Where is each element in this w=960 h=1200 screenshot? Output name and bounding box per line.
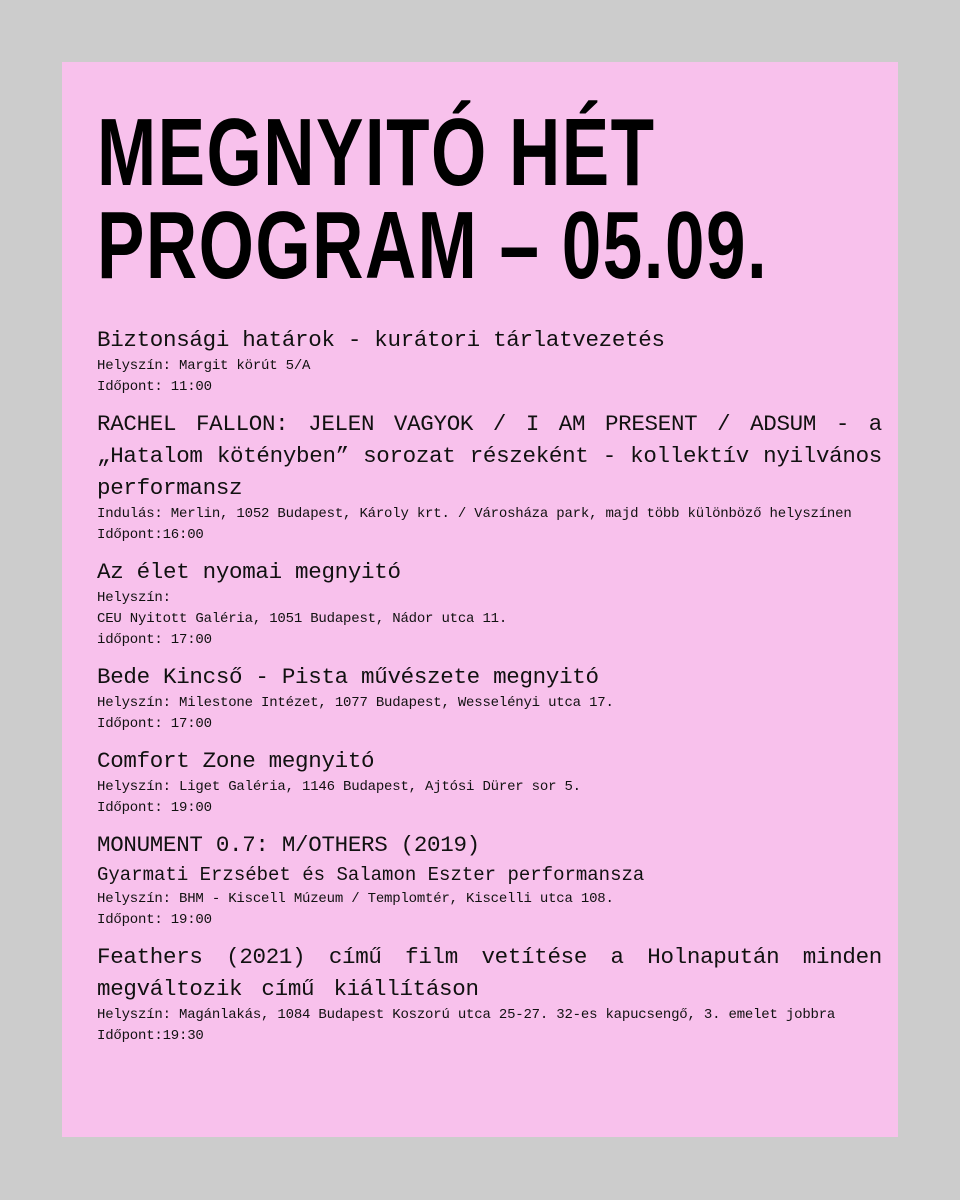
event-time: Időpont:16:00 xyxy=(97,527,204,543)
event-location: Helyszín: BHM - Kiscell Múzeum / Templomtér, Kiscelli utca 108. xyxy=(97,891,614,907)
event-time: Időpont: 17:00 xyxy=(97,716,212,732)
event-time: időpont: 17:00 xyxy=(97,632,212,648)
poster-panel xyxy=(62,62,898,1137)
event-time: Időpont: 19:00 xyxy=(97,800,212,816)
event-item xyxy=(97,408,882,546)
event-time: Időpont:19:30 xyxy=(97,1028,204,1044)
event-item xyxy=(97,829,882,931)
event-title: Biztonsági határok - kurátori tárlatvezetés xyxy=(97,327,665,353)
event-location: Helyszín: Magánlakás, 1084 Budapest Koszorú utca 25-27. 32-es kapucsengő, 3. emelet jobbra xyxy=(97,1007,836,1023)
event-item xyxy=(97,556,882,651)
event-item xyxy=(97,941,882,1047)
event-item xyxy=(97,661,882,735)
title-line-2: PROGRAM – 05.09. xyxy=(97,192,769,299)
event-location: Helyszín: Margit körút 5/A xyxy=(97,358,311,374)
event-list xyxy=(97,324,882,1047)
event-location: CEU Nyitott Galéria, 1051 Budapest, Nádor utca 11. xyxy=(97,611,508,627)
event-location-label: Helyszín: xyxy=(97,590,171,606)
event-title: Feathers (2021) című film vetítése a Holnapután minden megváltozik című kiállításon xyxy=(97,944,882,1002)
event-title: Comfort Zone megnyitó xyxy=(97,748,375,774)
event-time: Időpont: 11:00 xyxy=(97,379,212,395)
page-title xyxy=(97,99,769,299)
event-title: MONUMENT 0.7: M/OTHERS (2019) xyxy=(97,832,480,858)
event-item xyxy=(97,324,882,398)
event-location: Helyszín: Milestone Intézet, 1077 Budapest, Wesselényi utca 17. xyxy=(97,695,614,711)
event-title: Az élet nyomai megnyitó xyxy=(97,559,401,585)
event-location: Helyszín: Liget Galéria, 1146 Budapest, Ajtósi Dürer sor 5. xyxy=(97,779,581,795)
event-item xyxy=(97,745,882,819)
event-subtitle: Gyarmati Erzsébet és Salamon Eszter performansza xyxy=(97,864,645,886)
event-location: Indulás: Merlin, 1052 Budapest, Károly krt. / Városháza park, majd több különböző helyszínen xyxy=(97,506,852,522)
event-title: RACHEL FALLON: JELEN VAGYOK / I AM PRESENT / ADSUM - a „Hatalom kötényben” sorozat részeként - kollektív nyilvános performansz xyxy=(97,411,882,501)
event-title: Bede Kincső - Pista művészete megnyitó xyxy=(97,664,599,690)
event-time: Időpont: 19:00 xyxy=(97,912,212,928)
title-line-1: MEGNYITÓ HÉT xyxy=(97,99,656,206)
